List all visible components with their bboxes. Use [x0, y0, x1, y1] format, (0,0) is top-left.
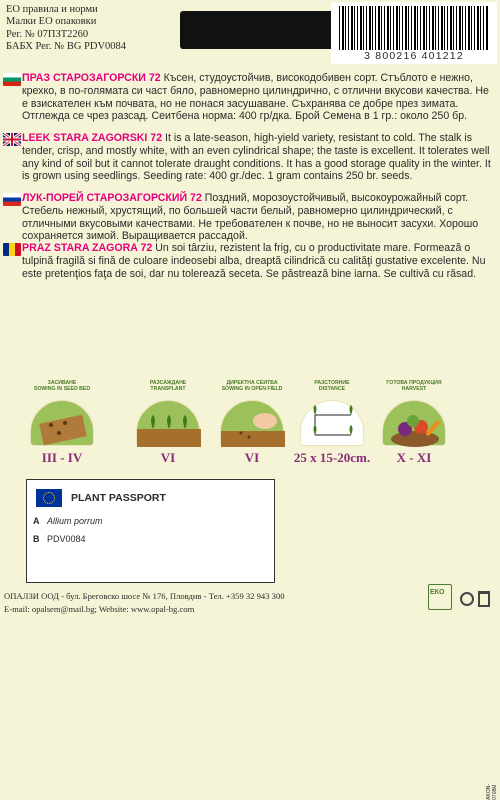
passport-row-a	[33, 516, 103, 526]
passport-b-value: PDV0084	[47, 534, 86, 544]
section-ru	[0, 192, 500, 243]
transplant-icon	[136, 400, 200, 446]
uk-flag-icon	[3, 133, 21, 146]
registration-info	[6, 4, 126, 54]
passport-a-value: Allium porrum	[47, 516, 103, 526]
footer	[4, 590, 285, 616]
reg-line: Рег. № 07ПЗТ2260	[6, 28, 89, 40]
passport-b-label: B	[33, 534, 40, 544]
step-sowing	[22, 380, 102, 466]
step-label-bg: ГОТОВА ПРОДУКЦИЯ	[386, 380, 442, 386]
ru-text: Поздний, морозоустойчивый, высокоурожайный сорт. Стебель нежный, хрустящий, по большей части белый, равномерно цилиндрический, с отличными вкусовыми качествами. Не требователен к почве, но не выносит засухи. Хорошо сохраняется зимой. Выращивается рассадой.	[22, 192, 479, 243]
step-label-en: SOWING IN OPEN FIELD	[221, 386, 283, 392]
step-transplant	[128, 380, 208, 466]
bg-text: Късен, студоустойчив, високодобивен сорт. Стъблото е нежно, крехко, в по-голямата си част бяло, равномерно цилиндрично, с отлични вкусови качества. Не е взискателен към почвата, но не понася засушаване. Съхранява се добре през зимата. Отглежда се чрез разсад. Сеитбена норма: 400 гр/дка. Брой Семена в 1 гр.: около 250 бр.	[22, 72, 489, 123]
step-time: III - IV	[41, 450, 83, 465]
plant-passport	[26, 479, 275, 583]
ro-title: PRAZ STARA ZAGORA 72	[22, 242, 153, 254]
ru-title: ЛУК-ПОРЕЙ СТАРОЗАГОРСКИЙ 72	[22, 192, 202, 204]
en-title: LEEK STARA ZAGORSKI 72	[22, 132, 163, 144]
bulgaria-flag-icon	[3, 73, 21, 86]
reg-line: ЕО правила и норми	[6, 4, 98, 15]
footer-address: ОПАЛЗИ ООД - бул. Бреговско шосе № 176, Пловдив - Тел. +359 32 943 300	[4, 591, 285, 601]
passport-a-label: A	[33, 516, 40, 526]
passport-title: PLANT PASSPORT	[71, 492, 166, 504]
step-label-en: TRANSPLANT	[150, 386, 186, 392]
distance-icon	[300, 400, 364, 446]
eco-logo-icon	[428, 584, 452, 610]
step-label-en: SOWING IN SEED BED	[33, 386, 91, 392]
step-time: 25 x 15-20cm.	[293, 450, 371, 465]
step-label-bg: ДИРЕКТНА СЕИТБА	[226, 380, 278, 386]
section-bg	[0, 72, 500, 123]
ro-text: Un soi târziu, rezistent la frig, cu o productivitate mare. Formează o tulpină fragilă si fină de culoare indeosebi alba, dreaptă cilindrică cu calităţi gustative excelente. Nu este pretenţios faţa de soi, dar nu tolerează seceta. Se păstrează bine iarna. Se cultivă cu răsad.	[22, 242, 486, 280]
eco-label: ЕКО	[430, 589, 445, 596]
barcode-number: 3 800216 401212	[364, 50, 464, 62]
barcode	[331, 2, 497, 64]
eu-flag-icon	[36, 489, 62, 507]
bin-icon	[478, 591, 490, 607]
step-harvest	[374, 380, 454, 466]
romania-flag-icon	[3, 243, 21, 256]
step-label-bg: РАЗСАЖДАНЕ	[149, 380, 187, 386]
step-label-bg: ЗАСИВАНЕ	[47, 380, 77, 386]
bg-title: ПРАЗ СТАРОЗАГОРСКИ 72	[22, 72, 161, 84]
step-distance	[292, 380, 372, 466]
recycle-icon	[460, 592, 474, 606]
side-code: AKON-0708M	[486, 784, 498, 800]
step-label-en: DISTANCE	[318, 386, 346, 392]
step-time: VI	[160, 450, 176, 465]
section-en	[0, 132, 500, 183]
direct-sowing-icon	[220, 400, 284, 446]
barcode-bars	[339, 6, 489, 50]
step-label-en: HARVEST	[401, 386, 427, 392]
section-ro	[0, 242, 500, 280]
step-direct-sowing	[212, 380, 292, 466]
harvest-icon	[382, 400, 446, 446]
step-time: X - XI	[396, 450, 432, 465]
russia-flag-icon	[3, 193, 21, 206]
reg-line: Малки ЕО опаковки	[6, 16, 97, 28]
step-label-bg: РАЗСТОЯНИЕ	[314, 380, 350, 386]
reg-line: БАБХ Рег. № BG PDV0084	[6, 41, 127, 53]
sowing-icon	[30, 400, 94, 446]
footer-contact: E-mail: opalsem@mail.bg; Website: www.opal-bg.com	[4, 604, 195, 614]
en-text: It is a late-season, high-yield variety, resistant to cold. The stalk is tender, crisp, and mostly white, with an even cylindrical shape; the taste is excellent. It tolerates well any kind of soil but it cannot tolerate draught conditions. It has a good storage quality in the winter. It is grown using seedlings. Seeding rate: 400 gr./dec. 1 gram contains 250 br. seeds.	[22, 132, 491, 183]
step-time: VI	[244, 450, 260, 465]
passport-row-b	[33, 534, 86, 544]
